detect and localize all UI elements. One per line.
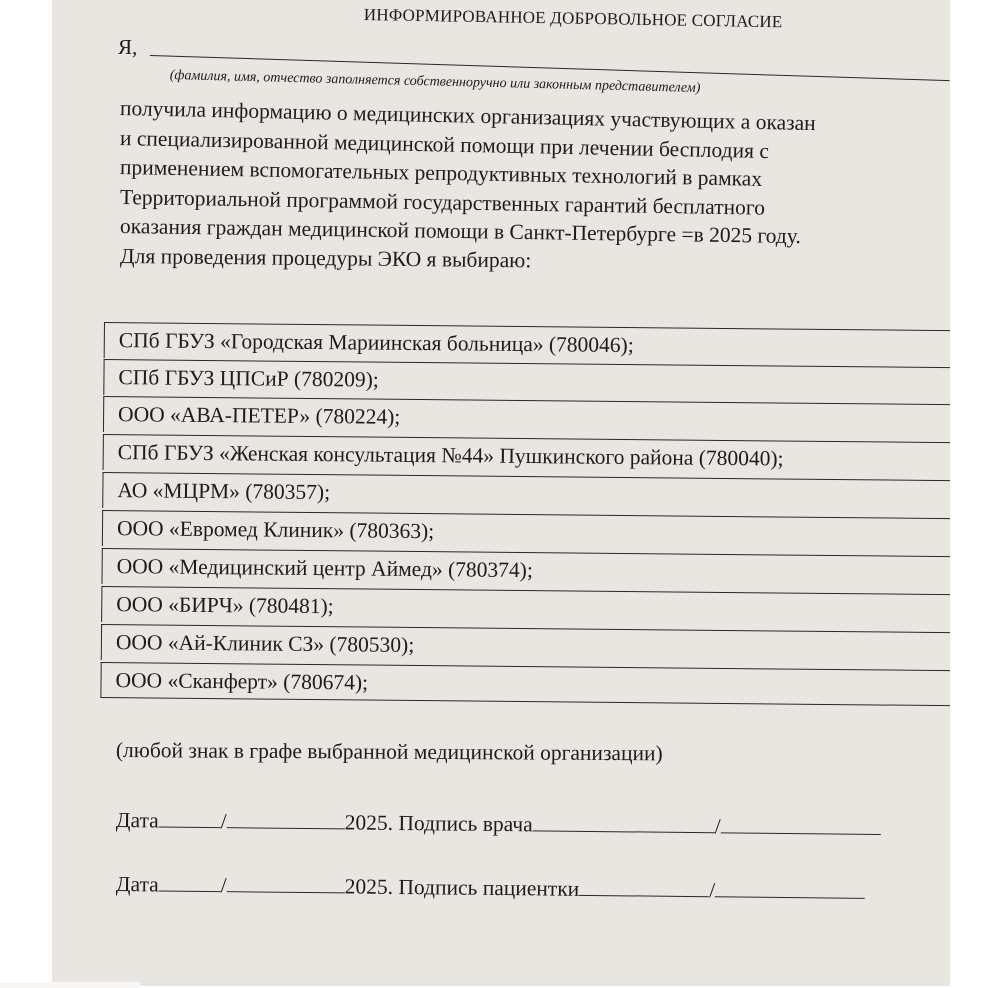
clinic-label: АО «МЦРМ» (780357); [117,478,331,505]
signature-slash: / [709,878,716,903]
date-label: Дата [115,808,159,833]
doctor-signature-row [116,808,881,841]
clinic-row[interactable] [103,434,950,478]
clinic-label: ООО «Евромед Клиник» (780363); [116,516,435,544]
year-signature-label: 2025. Подпись пациентки [344,874,580,901]
date-label: Дата [115,872,159,897]
clinic-row[interactable] [103,396,950,440]
date-slash: / [220,809,227,834]
year-signature-label: 2025. Подпись врача [344,810,533,837]
clinic-label: СПб ГБУЗ «Городская Мариинская больница» (780046); [118,328,634,358]
paragraph-line: и специализированной медицинской помощи при лечении бесплодия с [119,125,770,163]
name-hint: (фамилия, имя, отчество заполняется собственноручно или законным представителем) [169,68,701,96]
clinic-row[interactable] [101,624,950,668]
paragraph-line: оказания граждан медицинской помощи в Санкт-Петербурге =в 2025 году. [119,214,801,249]
paragraph-line: получила информацию о медицинских организациях участвующих а оказан [119,96,816,136]
clinic-table [100,322,950,716]
document-title: ИНФОРМИРОВАННОЕ ДОБРОВОЛЬНОЕ СОГЛАСИЕ [363,5,783,32]
clinic-label: СПб ГБУЗ «Женская консультация №44» Пушкинского района (780040); [117,440,784,471]
month-blank[interactable] [227,809,345,829]
clinic-row[interactable] [102,472,950,516]
day-blank[interactable] [159,808,221,828]
corner-overlay [0,982,140,988]
clinic-label: ООО «Медицинский центр Аймед» (780374); [116,554,533,583]
clinic-label: ООО «Ай-Клиник СЗ» (780530); [115,630,415,657]
clinic-label: СПб ГБУЗ ЦПСиР (780209); [118,365,379,392]
clinic-label: ООО «Сканферт» (780674); [115,668,369,695]
paragraph-line: применением вспомогательных репродуктивных технологий в рамках [119,155,763,191]
patient-signature-row [116,872,866,905]
patient-name-blank[interactable] [715,878,865,899]
clinic-row[interactable] [101,548,950,592]
doctor-name-blank[interactable] [721,814,881,835]
month-blank[interactable] [227,873,345,893]
date-slash: / [220,873,227,898]
patient-signature-blank[interactable] [579,877,709,897]
paper-sheet [52,0,950,986]
paragraph-line: Территориальной программой государственных гарантий бесплатного [119,184,766,220]
doctor-signature-blank[interactable] [533,812,715,833]
consent-paragraph [120,94,950,271]
clinic-label: ООО «АВА-ПЕТЕР» (780224); [118,402,401,429]
clinic-row[interactable] [100,662,950,706]
day-blank[interactable] [159,872,221,892]
paragraph-line: Для проведения процедуры ЭКО я выбираю: [119,243,532,272]
signature-slash: / [714,814,721,839]
clinic-label: ООО «БИРЧ» (780481); [116,592,334,619]
clinic-row[interactable] [101,586,950,630]
selection-note: (любой знак в графе выбранной медицинской организации) [115,738,663,766]
salutation: Я, [118,35,138,59]
clinic-row[interactable] [102,510,950,554]
